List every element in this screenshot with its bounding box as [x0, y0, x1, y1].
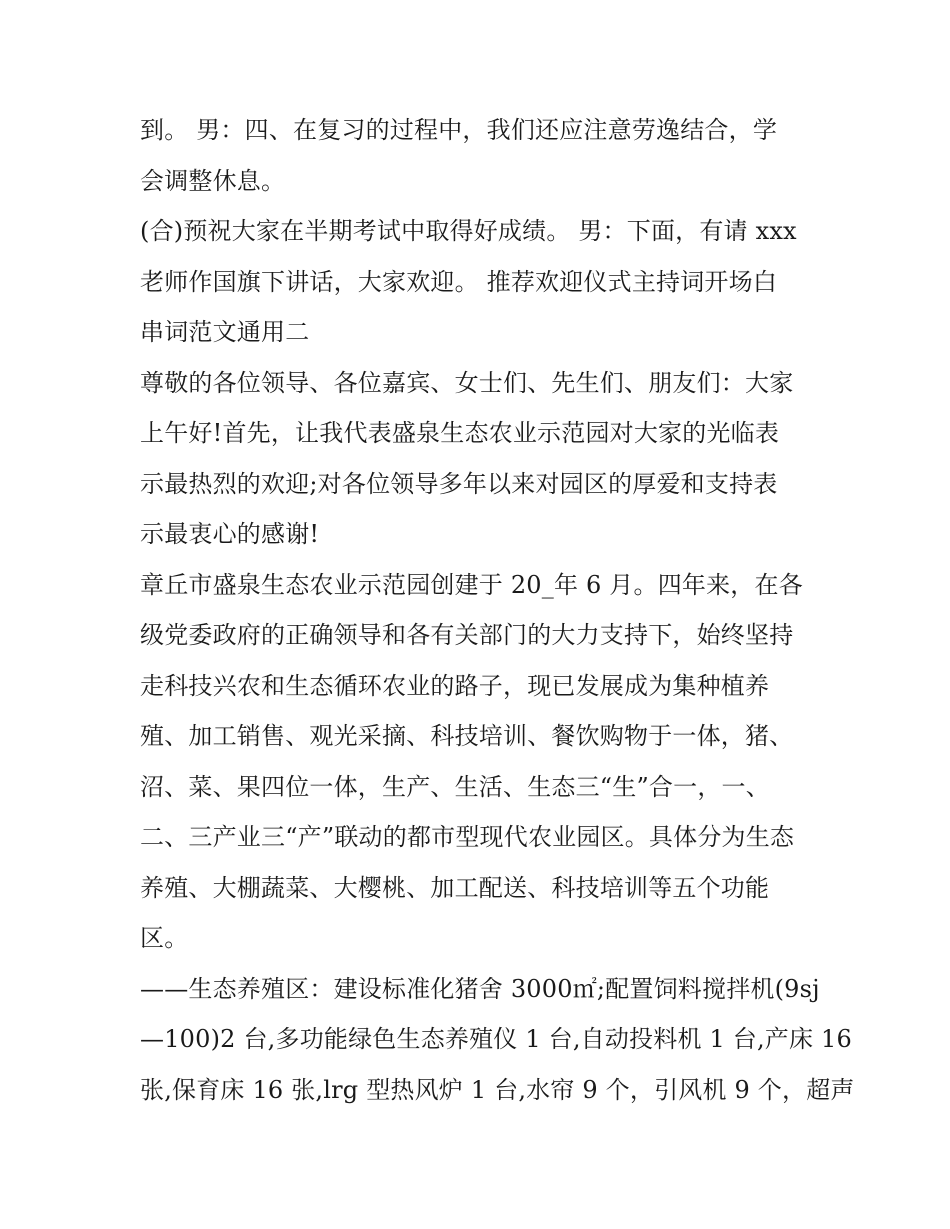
text-line: 张,保育床 16 张,lrg 型热风炉 1 台,水帘 9 个，引风机 9 个，超声 — [140, 1075, 855, 1104]
text-line: 走科技兴农和生态循环农业的路子，现已发展成为集种植养 — [140, 671, 770, 700]
text-line: —100)2 台,多功能绿色生态养殖仪 1 台,自动投料机 1 台,产床 16 — [140, 1025, 852, 1053]
text-line: 老师作国旗下讲话，大家欢迎。 推荐欢迎仪式主持词开场白 — [140, 267, 778, 296]
text-line: 尊敬的各位领导、各位嘉宾、女士们、先生们、朋友们：大家 — [140, 368, 794, 397]
text-line: 二、三产业三“产”联动的都市型现代农业园区。具体分为生态 — [140, 823, 795, 851]
text-line: 会调整休息。 — [140, 166, 286, 195]
document-body — [140, 105, 855, 1115]
text-line: ——生态养殖区：建设标准化猪舍 3000㎡;配置饲料搅拌机(9sj — [140, 974, 820, 1003]
text-line: (合)预祝大家在半期考试中取得好成绩。 男：下面，有请 xxx — [140, 217, 797, 245]
text-line: 级党委政府的正确领导和各有关部门的大力支持下，始终坚持 — [140, 621, 794, 649]
text-line: 章丘市盛泉生态农业示范园创建于 20_年 6 月。四年来，在各 — [140, 570, 803, 599]
text-line: 养殖、大棚蔬菜、大樱桃、加工配送、科技培训等五个功能 — [140, 873, 770, 902]
text-line: 殖、加工销售、观光采摘、科技培训、餐饮购物于一体，猪、 — [140, 722, 794, 750]
text-line: 上午好!首先，让我代表盛泉生态农业示范园对大家的光临表 — [140, 419, 780, 447]
text-line: 区。 — [140, 924, 189, 952]
text-line: 示最衷心的感谢! — [140, 520, 320, 548]
text-line: 串词范文通用二 — [140, 318, 310, 346]
text-line: 示最热烈的欢迎;对各位领导多年以来对园区的厚爱和支持表 — [140, 469, 778, 498]
text-line: 到。 男：四、在复习的过程中，我们还应注意劳逸结合，学 — [140, 116, 778, 144]
text-line: 沼、菜、果四位一体，生产、生活、生态三“生”合一，一、 — [140, 772, 770, 801]
